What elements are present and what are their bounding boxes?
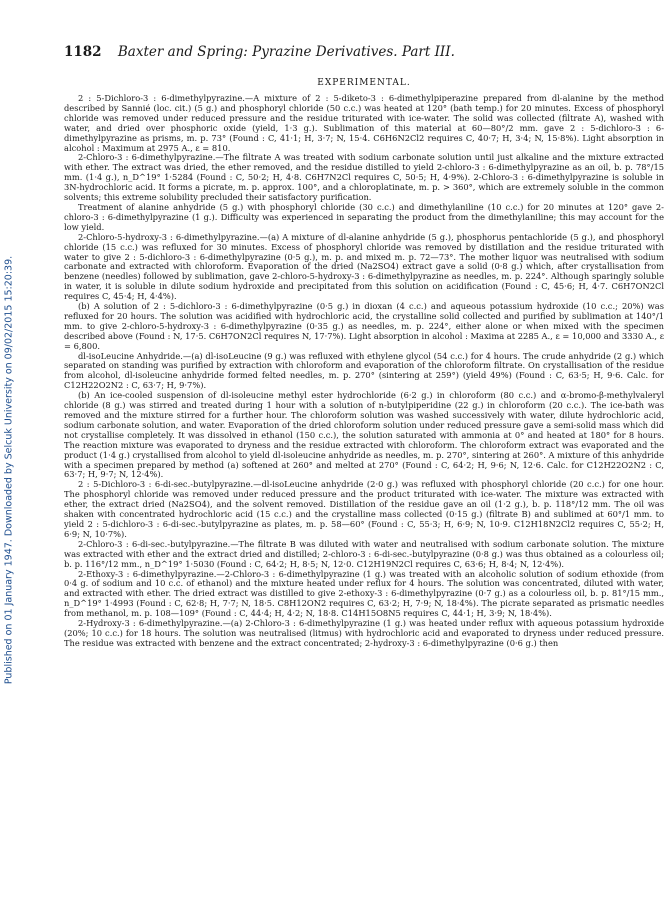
sidebar-text: Published on 01 January 1947. Downloaded by Selcuk University on 09/02/2015 15:20:39. — [3, 255, 15, 685]
section-heading: EXPERIMENTAL. — [317, 78, 411, 88]
running-title: Baxter and Spring: Pyrazine Derivatives. Part III. — [117, 44, 455, 60]
page-header — [64, 44, 664, 64]
paragraph: 2-Chloro-3 : 6-dimethylpyrazine.—The filtrate A was treated with sodium carbonate solution until just alkaline and the mixture extracted with ether. The extract was dried, the ether removed, and the residue distilled to yield 2-chloro-3 : 6-dimethylpyrazine as an oil, b. p. 78°/15 mm. (1·4 g.), n_D^19° 1·5284 (Found : C, 50·2; H, 4·8. C6H7N2Cl requires C, 50·5; H, 4·9%). 2-Chloro-3 : 6-dimethylpyrazine is soluble in 3N-hydrochloric acid. It forms a picrate, m. p. approx. 100°, and a chloroplatinate, m. p. > 360°, which are extremely soluble in the common solvents; this extreme solubility precluded their satisfactory purification. — [64, 152, 664, 203]
paragraph: 2-Ethoxy-3 : 6-dimethylpyrazine.—2-Chloro-3 : 6-dimethylpyrazine (1 g.) was treated with an alcoholic solution of sodium ethoxide (from 0·4 g. of sodium and 10 c.c. of ethanol) and the mixture heated under reflux for 4 hours. The solution was concentrated, diluted with water, and extracted with ether. The dried extract was distilled to give 2-ethoxy-3 : 6-dimethylpyrazine (0·7 g.) as a colourless oil, b. p. 81°/15 mm., n_D^19° 1·4993 (Found : C, 62·8; H, 7·7; N, 18·5. C8H12ON2 requires C, 63·2; H, 7·9; N, 18·4%). The picrate separated as prismatic needles from methanol, m. p. 108—109° (Found : C, 44·4; H, 4·2; N, 18·8. C14H15O8N5 requires C, 44·1; H, 3·9; N, 18·4%). — [64, 568, 664, 619]
paragraph: Treatment of alanine anhydride (5 g.) with phosphoryl chloride (30 c.c.) and dimethylaniline (10 c.c.) for 20 minutes at 120° gave 2-chloro-3 : 6-dimethylpyrazine (1 g.). Difficulty was experienced in separating the product from the dimethylaniline; this may account for the low yield. — [64, 201, 664, 232]
paragraph: (b) An ice-cooled suspension of dl-isoleucine methyl ester hydrochloride (6·2 g.) in chloroform (80 c.c.) and α-bromo-β-methylvaleryl chloride (8 g.) was stirred and treated during 1 hour with a solution of n-butylpiperidine (22 g.) in chloroform (20 c.c.). The ice-bath was removed and the mixture stirred for a further hour. The chloroform solution was washed successively with water, dilute hydrochloric acid, sodium carbonate solution, and water. Evaporation of the dried chloroform solution under reduced pressure gave a semi-solid mass which did not crystallise completely. It was dissolved in ethanol (150 c.c.), the solution saturated with ammonia at 0° and heated at 180° for 8 hours. The reaction mixture was evaporated to dryness and the residue extracted with chloroform. The chloroform extract was evaporated and the product (1·4 g.) crystallised from alcohol to yield dl-isoleucine anhydride as needles, m. p. 270°, sintering at 260°. A mixture of this anhydride with a specimen prepared by method (a) softened at 260° and melted at 270° (Found : C, 64·2; H, 9·6; N, 12·6. Calc. for C12H22O2N2 : C, 63·7; H, 9·7; N, 12·4%). — [64, 390, 664, 480]
body-text — [64, 94, 664, 649]
paragraph: 2 : 5-Dichloro-3 : 6-di-sec.-butylpyrazine.—dl-isoLeucine anhydride (2·0 g.) was refluxed with phosphoryl chloride (20 c.c.) for one hour. The phosphoryl chloride was removed under reduced pressure and the product triturated with ice-water. The mixture was extracted with ether, the extract dried (Na2SO4), and the solvent removed. Distillation of the residue gave an oil (1·2 g.), b. p. 118°/12 mm. The oil was shaken with concentrated hydrochloric acid (15 c.c.) and the crystalline mass collected (0·15 g.) (filtrate B) and sublimed at 60°/1 mm. to yield 2 : 5-dichloro-3 : 6-di-sec.-butylpyrazine as plates, m. p. 58—60° (Found : C, 55·3; H, 6·9; N, 10·9. C12H18N2Cl2 requires C, 55·2; H, 6·9; N, 10·7%). — [64, 479, 664, 539]
page-number: 1182 — [64, 44, 102, 60]
paragraph: 2 : 5-Dichloro-3 : 6-dimethylpyrazine.—A mixture of 2 : 5-diketo-3 : 6-dimethylpiperazine prepared from dl-alanine by the method described by Sannié (loc. cit.) (5 g.) and phosphoryl chloride (50 c.c.) was heated at 120° (bath temp.) for 20 minutes. Excess of phosphoryl chloride was removed under reduced pressure and the residue triturated with ice-water. The solid was collected (filtrate A), washed with water, and dried over phosphoric oxide (yield, 1·3 g.). Sublimation of this material at 60—80°/2 mm. gave 2 : 5-dichloro-3 : 6-dimethylpyrazine as prisms, m. p. 73° (Found : C, 41·1; H, 3·7; N, 15·4. C6H6N2Cl2 requires C, 40·7; H, 3·4; N, 15·8%). Light absorption in alcohol : Maximum at 2975 A., ε = 810. — [64, 93, 664, 153]
paragraph: 2-Chloro-3 : 6-di-sec.-butylpyrazine.—The filtrate B was diluted with water and neutralised with sodium carbonate solution. The mixture was extracted with ether and the extract dried and distilled; 2-chloro-3 : 6-di-sec.-butylpyrazine (0·8 g.) was thus obtained as a colourless oil; b. p. 116°/12 mm., n_D^19° 1·5030 (Found : C, 64·2; H, 8·5; N, 12·0. C12H19N2Cl requires C, 63·6; H, 8·4; N, 12·4%). — [64, 538, 664, 569]
page — [64, 44, 664, 649]
publication-sidebar — [2, 150, 16, 790]
paragraph: (b) A solution of 2 : 5-dichloro-3 : 6-dimethylpyrazine (0·5 g.) in dioxan (4 c.c.) and aqueous potassium hydroxide (10 c.c.; 20%) was refluxed for 20 hours. The solution was acidified with hydrochloric acid, the crystalline solid collected and purified by sublimation at 140°/1 mm. to give 2-chloro-5-hydroxy-3 : 6-dimethylpyrazine (0·35 g.) as needles, m. p. 224°, either alone or when mixed with the specimen described above (Found : N, 17·5. C6H7ON2Cl requires N, 17·7%). Light absorption in alcohol : Maxima at 2285 A., ε = 10,000 and 3330 A., ε = 6,800. — [64, 301, 664, 351]
paragraph: 2-Hydroxy-3 : 6-dimethylpyrazine.—(a) 2-Chloro-3 : 6-dimethylpyrazine (1 g.) was heated under reflux with aqueous potassium hydroxide (20%; 10 c.c.) for 18 hours. The solution was neutralised (litmus) with hydrochloric acid and evaporated to dryness under reduced pressure. The residue was extracted with benzene and the extract concentrated; 2-hydroxy-3 : 6-dimethylpyrazine (0·6 g.) then — [64, 618, 664, 648]
paragraph: dl-isoLeucine Anhydride.—(a) dl-isoLeucine (9 g.) was refluxed with ethylene glycol (54 c.c.) for 4 hours. The crude anhydride (2 g.) which separated on standing was purified by extraction with chloroform and evaporation of the chloroform filtrate. On crystallisation of the residue from alcohol, dl-isoleucine anhydride formed felted needles, m. p. 270° (sintering at 259°) (yield 49%) (Found : C, 63·5; H, 9·6. Calc. for C12H22O2N2 : C, 63·7; H, 9·7%). — [64, 350, 664, 391]
paragraph: 2-Chloro-5-hydroxy-3 : 6-dimethylpyrazine.—(a) A mixture of dl-alanine anhydride (5 g.), phosphorus pentachloride (5 g.), and phosphoryl chloride (15 c.c.) was refluxed for 30 minutes. Excess of phosphoryl chloride was removed by distillation and the residue triturated with water to give 2 : 5-dichloro-3 : 6-dimethylpyrazine (0·5 g.), m. p. and mixed m. p. 72—73°. The mother liquor was neutralised with sodium carbonate and extracted with chloroform. Evaporation of the dried (Na2SO4) extract gave a solid (0·8 g.) which, after crystallisation from benzene (needles) followed by sublimation, gave 2-chloro-5-hydroxy-3 : 6-dimethylpyrazine as needles, m. p. 224°. Although sparingly soluble in water, it is soluble in dilute sodium hydroxide and precipitated from this solution on acidification (Found : C, 45·6; H, 4·7. C6H7ON2Cl requires C, 45·4; H, 4·4%). — [64, 231, 664, 302]
